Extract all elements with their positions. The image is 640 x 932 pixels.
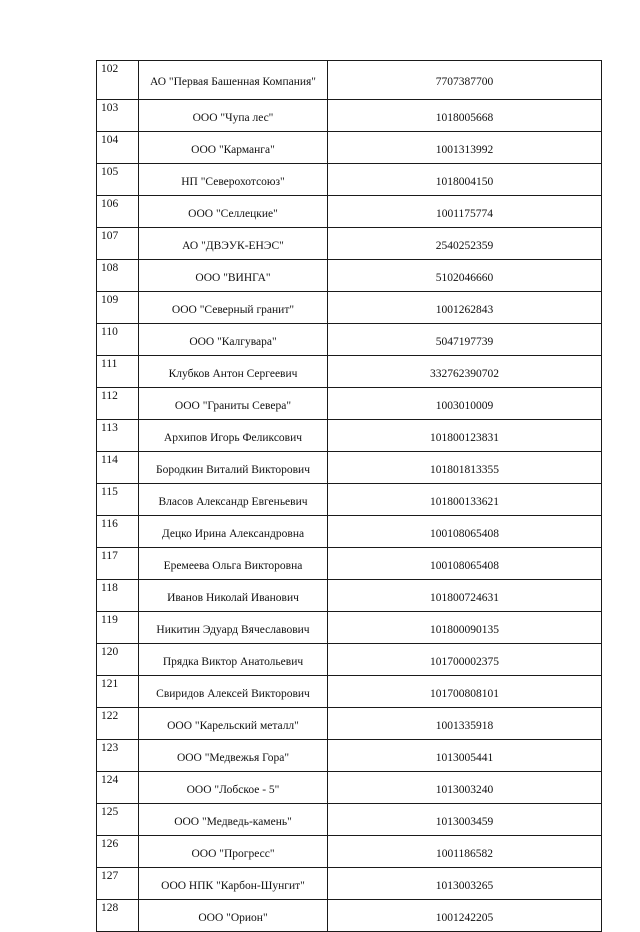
table-row (97, 484, 602, 516)
row-number: 106 (97, 196, 139, 228)
inn-value: 101801813355 (328, 452, 602, 484)
inn-value: 1018004150 (328, 164, 602, 196)
table-row (97, 196, 602, 228)
organization-name: Децко Ирина Александровна (139, 516, 328, 548)
organization-name: ООО "Орион" (139, 900, 328, 932)
table-row (97, 356, 602, 388)
table-row (97, 740, 602, 772)
inn-value: 332762390702 (328, 356, 602, 388)
table-row (97, 228, 602, 260)
table-row (97, 388, 602, 420)
organization-name: Власов Александр Евгеньевич (139, 484, 328, 516)
row-number: 118 (97, 580, 139, 612)
organization-name: ООО "Северный гранит" (139, 292, 328, 324)
inn-value: 1018005668 (328, 100, 602, 132)
row-number: 104 (97, 132, 139, 164)
inn-value: 1013003459 (328, 804, 602, 836)
row-number: 124 (97, 772, 139, 804)
organization-name: ООО "Граниты Севера" (139, 388, 328, 420)
table-row (97, 260, 602, 292)
row-number: 128 (97, 900, 139, 932)
row-number: 113 (97, 420, 139, 452)
organization-name: ООО "Калгувара" (139, 324, 328, 356)
organization-name: Никитин Эдуард Вячеславович (139, 612, 328, 644)
inn-value: 1001175774 (328, 196, 602, 228)
inn-value: 1001242205 (328, 900, 602, 932)
inn-value: 100108065408 (328, 548, 602, 580)
table-row (97, 612, 602, 644)
organization-name: Свиридов Алексей Викторович (139, 676, 328, 708)
row-number: 105 (97, 164, 139, 196)
organization-name: Иванов Николай Иванович (139, 580, 328, 612)
table-row (97, 676, 602, 708)
table-row (97, 644, 602, 676)
table-row (97, 324, 602, 356)
row-number: 108 (97, 260, 139, 292)
inn-value: 1013005441 (328, 740, 602, 772)
organization-name: ООО НПК "Карбон-Шунгит" (139, 868, 328, 900)
row-number: 116 (97, 516, 139, 548)
inn-value: 100108065408 (328, 516, 602, 548)
row-number: 103 (97, 100, 139, 132)
inn-value: 2540252359 (328, 228, 602, 260)
organization-name: НП "Северохотсоюз" (139, 164, 328, 196)
table-row (97, 61, 602, 100)
organization-name: ООО "Карельский металл" (139, 708, 328, 740)
row-number: 102 (97, 61, 139, 100)
row-number: 122 (97, 708, 139, 740)
organization-name: АО "Первая Башенная Компания" (139, 61, 328, 100)
organization-name: ООО "ВИНГА" (139, 260, 328, 292)
inn-value: 101800123831 (328, 420, 602, 452)
inn-value: 1003010009 (328, 388, 602, 420)
inn-value: 1001335918 (328, 708, 602, 740)
table-row (97, 836, 602, 868)
table-row (97, 164, 602, 196)
row-number: 115 (97, 484, 139, 516)
table-row (97, 772, 602, 804)
row-number: 107 (97, 228, 139, 260)
organization-name: ООО "Селлецкие" (139, 196, 328, 228)
row-number: 109 (97, 292, 139, 324)
table-row (97, 420, 602, 452)
inn-value: 5047197739 (328, 324, 602, 356)
table-row (97, 548, 602, 580)
organization-name: Прядка Виктор Анатольевич (139, 644, 328, 676)
row-number: 121 (97, 676, 139, 708)
row-number: 119 (97, 612, 139, 644)
organization-name: Еремеева Ольга Викторовна (139, 548, 328, 580)
inn-value: 101800724631 (328, 580, 602, 612)
inn-value: 5102046660 (328, 260, 602, 292)
row-number: 123 (97, 740, 139, 772)
row-number: 127 (97, 868, 139, 900)
inn-value: 101700808101 (328, 676, 602, 708)
table-row (97, 132, 602, 164)
organization-name: ООО "Прогресс" (139, 836, 328, 868)
row-number: 125 (97, 804, 139, 836)
organization-name: ООО "Медведь-камень" (139, 804, 328, 836)
table-row (97, 292, 602, 324)
row-number: 112 (97, 388, 139, 420)
organization-name: ООО "Чупа лес" (139, 100, 328, 132)
organization-name: ООО "Медвежья Гора" (139, 740, 328, 772)
organization-name: ООО "Лобское - 5" (139, 772, 328, 804)
inn-value: 1001186582 (328, 836, 602, 868)
inn-value: 1001262843 (328, 292, 602, 324)
inn-value: 101800133621 (328, 484, 602, 516)
inn-value: 1013003265 (328, 868, 602, 900)
inn-value: 7707387700 (328, 61, 602, 100)
table-row (97, 452, 602, 484)
row-number: 111 (97, 356, 139, 388)
row-number: 126 (97, 836, 139, 868)
organization-name: АО "ДВЭУК-ЕНЭС" (139, 228, 328, 260)
inn-value: 101700002375 (328, 644, 602, 676)
table-row (97, 900, 602, 932)
organization-name: ООО "Карманга" (139, 132, 328, 164)
table-row (97, 580, 602, 612)
row-number: 120 (97, 644, 139, 676)
inn-value: 1001313992 (328, 132, 602, 164)
table-row (97, 804, 602, 836)
registry-table (96, 60, 602, 932)
organization-name: Клубков Антон Сергеевич (139, 356, 328, 388)
table-row (97, 100, 602, 132)
table-row (97, 516, 602, 548)
organization-name: Бородкин Виталий Викторович (139, 452, 328, 484)
row-number: 114 (97, 452, 139, 484)
inn-value: 101800090135 (328, 612, 602, 644)
table-row (97, 708, 602, 740)
row-number: 110 (97, 324, 139, 356)
row-number: 117 (97, 548, 139, 580)
table-row (97, 868, 602, 900)
inn-value: 1013003240 (328, 772, 602, 804)
organization-name: Архипов Игорь Феликсович (139, 420, 328, 452)
